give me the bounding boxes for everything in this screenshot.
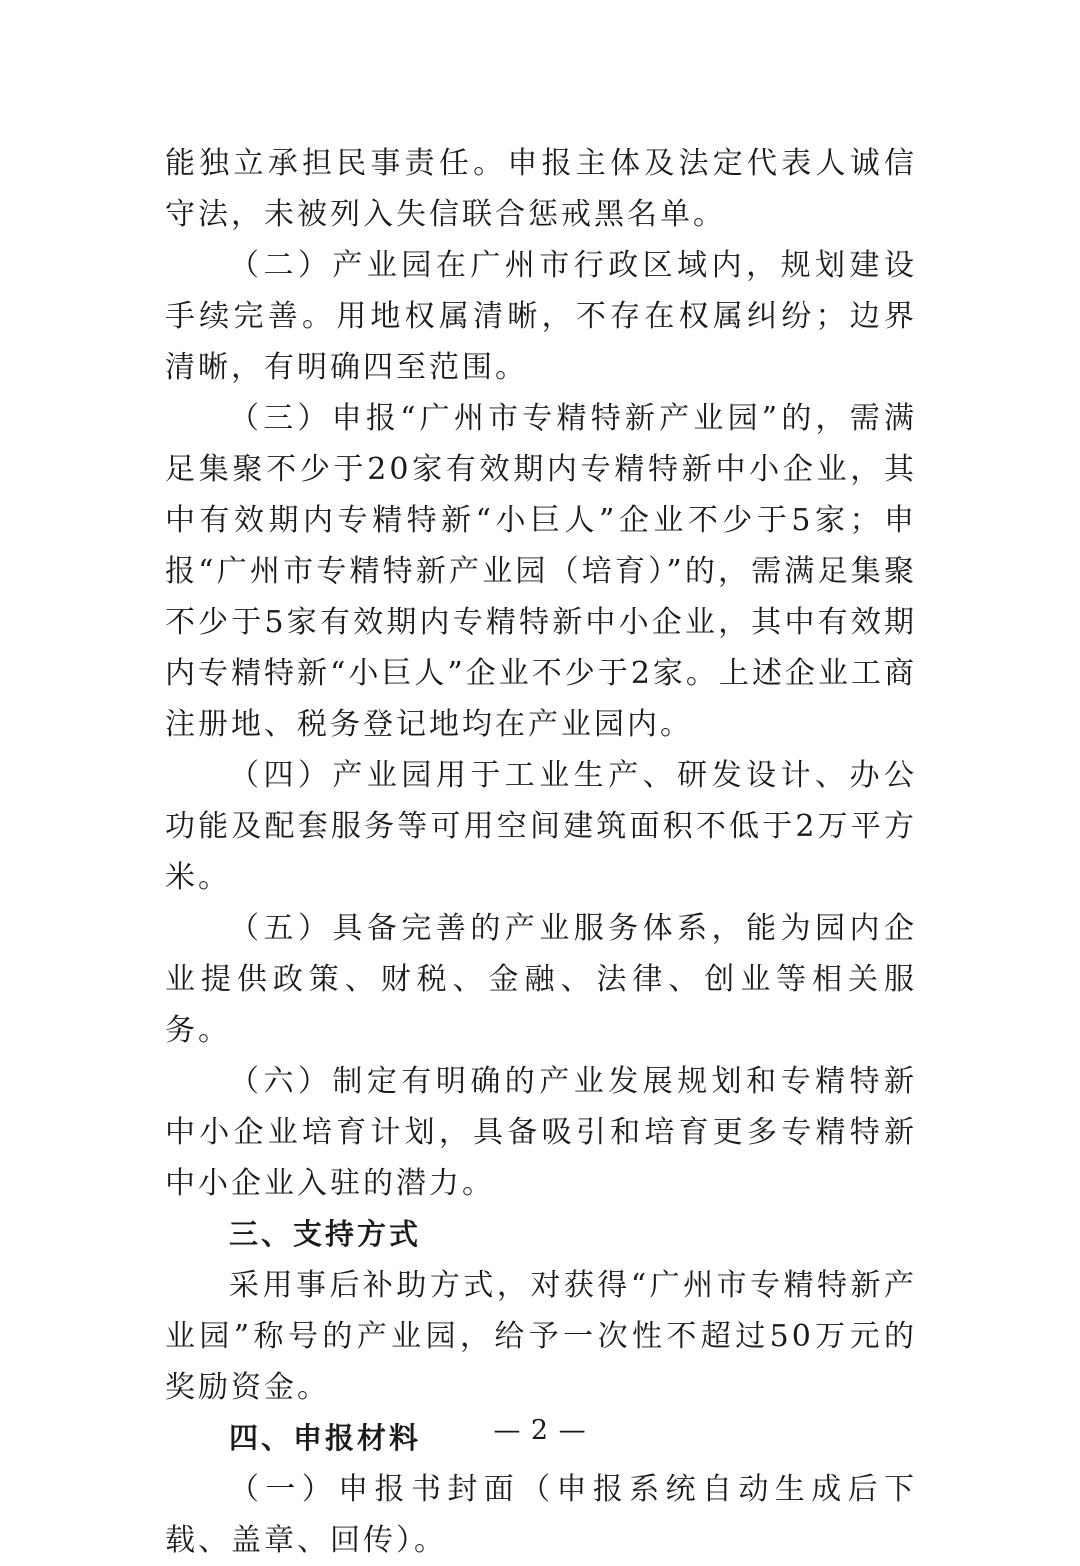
section-heading-support-method: 三、支持方式	[229, 1217, 422, 1251]
paragraph-condition-6: （六）制定有明确的产业发展规划和专精特新中小企业培育计划，具备吸引和培育更多专精特新中小企业入驻的潜力。	[165, 1064, 917, 1201]
paragraph-condition-3: （三）申报“广州市专精特新产业园”的，需满足集聚不少于20家有效期内专精特新中小企业，其中有效期内专精特新“小巨人”企业不少于5家；申报“广州市专精特新产业园（培育）”的，需满足集聚不少于5家有效期内专精特新中小企业，其中有效期内专精特新“小巨人”企业不少于2家。上述企业工商注册地、税务登记地均在产业园内。	[165, 401, 917, 742]
page-number: — 2 —	[493, 1415, 587, 1446]
document-body	[165, 138, 917, 1566]
paragraph-support-method: 采用事后补助方式，对获得“广州市专精特新产业园”称号的产业园，给予一次性不超过50万元的奖励资金。	[165, 1268, 917, 1405]
paragraph-condition-4: （四）产业园用于工业生产、研发设计、办公功能及配套服务等可用空间建筑面积不低于2万平方米。	[165, 758, 917, 895]
paragraph-eligibility-continued: 能独立承担民事责任。申报主体及法定代表人诚信守法，未被列入失信联合惩戒黑名单。	[165, 146, 917, 232]
paragraph-condition-2: （二）产业园在广州市行政区域内，规划建设手续完善。用地权属清晰，不存在权属纠纷；边界清晰，有明确四至范围。	[165, 248, 917, 385]
paragraph-condition-5: （五）具备完善的产业服务体系，能为园内企业提供政策、财税、金融、法律、创业等相关服务。	[165, 911, 917, 1048]
paragraph-material-1: （一）申报书封面（申报系统自动生成后下载、盖章、回传）。	[165, 1472, 917, 1558]
section-heading-application-materials: 四、申报材料	[229, 1421, 422, 1455]
